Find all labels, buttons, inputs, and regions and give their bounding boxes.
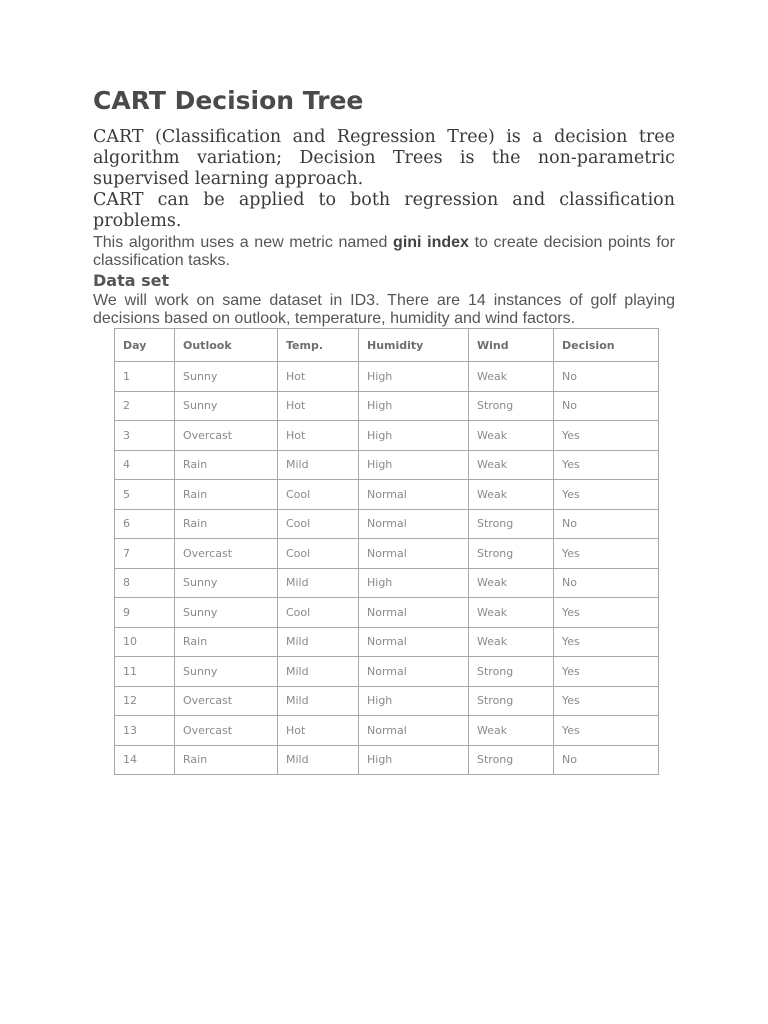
table-cell-humidity: Normal	[359, 716, 469, 746]
table-cell-day: 11	[115, 657, 175, 687]
golf-dataset-table-container	[114, 328, 659, 775]
table-cell-decision: Yes	[554, 686, 659, 716]
table-cell-outlook: Overcast	[175, 716, 278, 746]
table-row	[115, 391, 659, 421]
table-row	[115, 716, 659, 746]
table-cell-wind: Weak	[469, 421, 554, 451]
gini-paragraph	[93, 234, 675, 270]
table-cell-humidity: High	[359, 421, 469, 451]
table-cell-wind: Weak	[469, 568, 554, 598]
header-cell-outlook: Outlook	[175, 329, 278, 362]
table-cell-decision: Yes	[554, 716, 659, 746]
table-cell-temp: Cool	[278, 509, 359, 539]
table-row	[115, 568, 659, 598]
table-cell-wind: Weak	[469, 362, 554, 392]
table-cell-wind: Weak	[469, 598, 554, 628]
table-cell-outlook: Sunny	[175, 362, 278, 392]
page-title: CART Decision Tree	[93, 86, 364, 115]
table-header-row	[115, 329, 659, 362]
table-cell-day: 3	[115, 421, 175, 451]
table-row	[115, 450, 659, 480]
table-cell-wind: Strong	[469, 509, 554, 539]
table-row	[115, 598, 659, 628]
table-cell-wind: Strong	[469, 391, 554, 421]
table-cell-decision: No	[554, 509, 659, 539]
application-paragraph: CART can be applied to both regression and classification problems.	[93, 190, 675, 231]
table-cell-temp: Cool	[278, 539, 359, 569]
table-cell-humidity: High	[359, 362, 469, 392]
table-cell-day: 9	[115, 598, 175, 628]
table-cell-outlook: Rain	[175, 450, 278, 480]
table-cell-day: 5	[115, 480, 175, 510]
table-cell-day: 8	[115, 568, 175, 598]
table-cell-decision: No	[554, 745, 659, 775]
table-cell-day: 7	[115, 539, 175, 569]
table-cell-temp: Hot	[278, 362, 359, 392]
table-cell-wind: Weak	[469, 716, 554, 746]
table-cell-outlook: Sunny	[175, 568, 278, 598]
table-cell-decision: Yes	[554, 421, 659, 451]
table-row	[115, 509, 659, 539]
golf-dataset-table	[114, 328, 659, 775]
table-row	[115, 657, 659, 687]
table-cell-wind: Weak	[469, 480, 554, 510]
table-cell-day: 14	[115, 745, 175, 775]
table-cell-outlook: Sunny	[175, 391, 278, 421]
header-cell-wind: Wind	[469, 329, 554, 362]
dataset-paragraph: We will work on same dataset in ID3. There are 14 instances of golf playing decisions based on outlook, temperature, humidity and wind factors.	[93, 292, 675, 327]
header-cell-day: Day	[115, 329, 175, 362]
table-cell-temp: Mild	[278, 745, 359, 775]
table-cell-temp: Hot	[278, 421, 359, 451]
table-cell-wind: Weak	[469, 627, 554, 657]
table-cell-day: 2	[115, 391, 175, 421]
table-cell-humidity: Normal	[359, 509, 469, 539]
table-cell-outlook: Rain	[175, 480, 278, 510]
table-cell-wind: Strong	[469, 745, 554, 775]
table-row	[115, 421, 659, 451]
table-cell-humidity: High	[359, 686, 469, 716]
table-row	[115, 480, 659, 510]
header-cell-temp: Temp.	[278, 329, 359, 362]
document-body	[93, 86, 675, 328]
table-cell-temp: Cool	[278, 480, 359, 510]
table-cell-day: 1	[115, 362, 175, 392]
table-cell-outlook: Overcast	[175, 421, 278, 451]
table-cell-temp: Mild	[278, 686, 359, 716]
table-cell-decision: Yes	[554, 627, 659, 657]
table-cell-humidity: Normal	[359, 627, 469, 657]
table-cell-temp: Cool	[278, 598, 359, 628]
table-cell-decision: Yes	[554, 657, 659, 687]
table-cell-day: 12	[115, 686, 175, 716]
table-cell-decision: No	[554, 391, 659, 421]
table-cell-humidity: Normal	[359, 480, 469, 510]
table-cell-wind: Weak	[469, 450, 554, 480]
table-row	[115, 686, 659, 716]
table-cell-humidity: High	[359, 391, 469, 421]
table-row	[115, 745, 659, 775]
table-cell-humidity: High	[359, 745, 469, 775]
gini-text-before: This algorithm uses a new metric named	[93, 234, 394, 251]
section-heading-data-set: Data set	[93, 271, 170, 290]
table-cell-decision: No	[554, 362, 659, 392]
table-cell-humidity: High	[359, 450, 469, 480]
table-row	[115, 627, 659, 657]
table-row	[115, 362, 659, 392]
table-cell-decision: Yes	[554, 598, 659, 628]
table-row	[115, 539, 659, 569]
table-cell-decision: Yes	[554, 539, 659, 569]
header-cell-humidity: Humidity	[359, 329, 469, 362]
intro-paragraph: CART (Classification and Regression Tree) is a decision tree algorithm variation; Decision Trees is the non-parametric supervised learning approach.	[93, 127, 675, 189]
table-cell-temp: Hot	[278, 391, 359, 421]
table-cell-outlook: Overcast	[175, 686, 278, 716]
table-cell-humidity: Normal	[359, 539, 469, 569]
table-cell-outlook: Sunny	[175, 657, 278, 687]
table-cell-temp: Hot	[278, 716, 359, 746]
table-cell-outlook: Rain	[175, 627, 278, 657]
table-cell-outlook: Overcast	[175, 539, 278, 569]
table-cell-wind: Strong	[469, 657, 554, 687]
header-cell-decision: Decision	[554, 329, 659, 362]
table-cell-outlook: Sunny	[175, 598, 278, 628]
table-cell-day: 6	[115, 509, 175, 539]
table-cell-wind: Strong	[469, 539, 554, 569]
table-cell-outlook: Rain	[175, 745, 278, 775]
table-cell-temp: Mild	[278, 657, 359, 687]
table-cell-humidity: Normal	[359, 598, 469, 628]
table-cell-decision: Yes	[554, 450, 659, 480]
table-cell-outlook: Rain	[175, 509, 278, 539]
table-cell-day: 10	[115, 627, 175, 657]
gini-text-after: to create decision points for classification tasks.	[93, 234, 676, 269]
gini-index-term: gini index	[393, 234, 469, 251]
table-cell-humidity: High	[359, 568, 469, 598]
table-cell-day: 4	[115, 450, 175, 480]
table-cell-wind: Strong	[469, 686, 554, 716]
table-cell-decision: No	[554, 568, 659, 598]
table-cell-day: 13	[115, 716, 175, 746]
table-cell-decision: Yes	[554, 480, 659, 510]
table-body	[115, 362, 659, 775]
table-cell-temp: Mild	[278, 568, 359, 598]
table-cell-humidity: Normal	[359, 657, 469, 687]
table-cell-temp: Mild	[278, 627, 359, 657]
table-cell-temp: Mild	[278, 450, 359, 480]
